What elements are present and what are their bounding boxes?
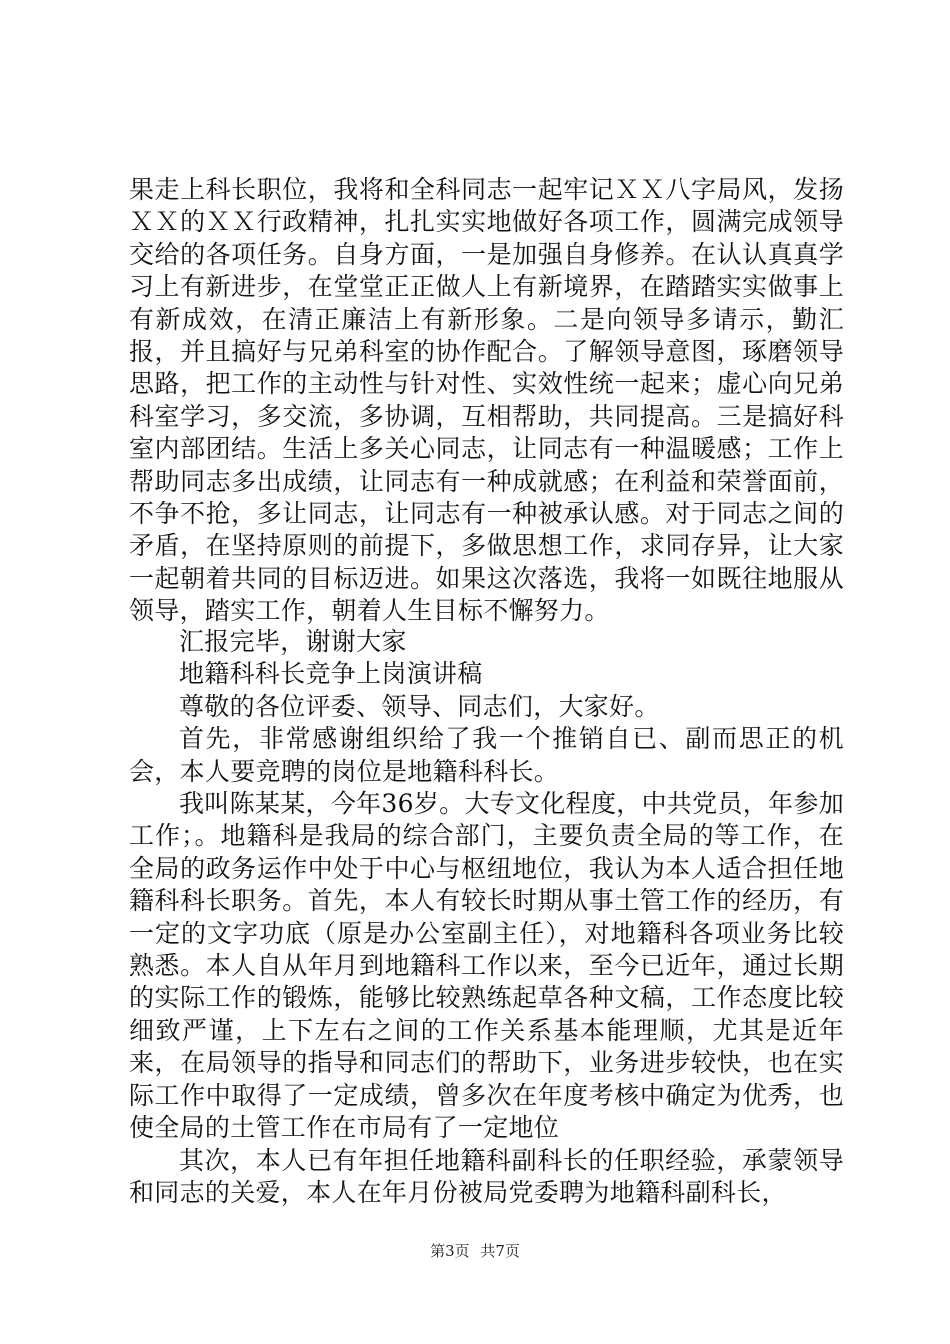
paragraph: 我叫陈某某，今年36岁。大专文化程度，中共党员，年参加工作；。地籍科是我局的综合部门，主要负责全局的等工作，在全局的政务运作中处于中心与枢纽地位，我认为本人适合担任地籍科科长职务。首先，本人有较长时期从事土管工作的经历，有一定的文字功底（原是办公室副主任），对地籍科各项业务比较熟悉。本人自从年月到地籍科工作以来，至今已近年，通过长期的实际工作的锻炼，能够比较熟练起草各种文稿，工作态度比较细致严谨，上下左右之间的工作关系基本能理顺，尤其是近年来，在局领导的指导和同志们的帮助下，业务进步较快，也在实际工作中取得了一定成绩，曾多次在年度考核中确定为优秀，也使全局的土管工作在市局有了一定地位: [129, 789, 844, 1143]
paragraph: 其次，本人已有年担任地籍科副科长的任职经验，承蒙领导和同志的关爱，本人在年月份被局党委聘为地籍科副科长，: [129, 1145, 844, 1207]
page-footer: [0, 1240, 950, 1261]
text-block-1: [129, 174, 844, 628]
page-total: 共7页: [480, 1242, 520, 1260]
text-block-2: [129, 626, 844, 1209]
speech-title: 地籍科科长竞争上岗演讲稿: [179, 659, 483, 689]
paragraph-greeting: 尊敬的各位评委、领导、同志们，大家好。: [179, 691, 660, 721]
paragraph: 果走上科长职位，我将和全科同志一起牢记ＸＸ八字局风，发扬ＸＸ的ＸＸ行政精神，扎扎实实地做好各项工作，圆满完成领导交给的各项任务。自身方面，一是加强自身修养。在认认真真学习上有新进步，在堂堂正正做人上有新境界，在踏踏实实做事上有新成效，在清正廉洁上有新形象。二是向领导多请示，勤汇报，并且搞好与兄弟科室的协作配合。了解领导意图，琢磨领导思路，把工作的主动性与针对性、实效性统一起来；虚心向兄弟科室学习，多交流，多协调，互相帮助，共同提高。三是搞好科室内部团结。生活上多关心同志，让同志有一种温暖感；工作上帮助同志多出成绩，让同志有一种成就感；在利益和荣誉面前，不争不抢，多让同志，让同志有一种被承认感。对于同志之间的矛盾，在坚持原则的前提下，多做思想工作，求同存异，让大家一起朝着共同的目标迈进。如果这次落选，我将一如既往地服从领导，踏实工作，朝着人生目标不懈努力。: [129, 175, 844, 626]
paragraph-closing: 汇报完毕，谢谢大家: [179, 627, 407, 656]
paragraph: 首先，非常感谢组织给了我一个推销自已、副而思正的机会，本人要竞聘的岗位是地籍科科长。: [129, 724, 844, 786]
page-number: 第3页: [430, 1242, 470, 1260]
